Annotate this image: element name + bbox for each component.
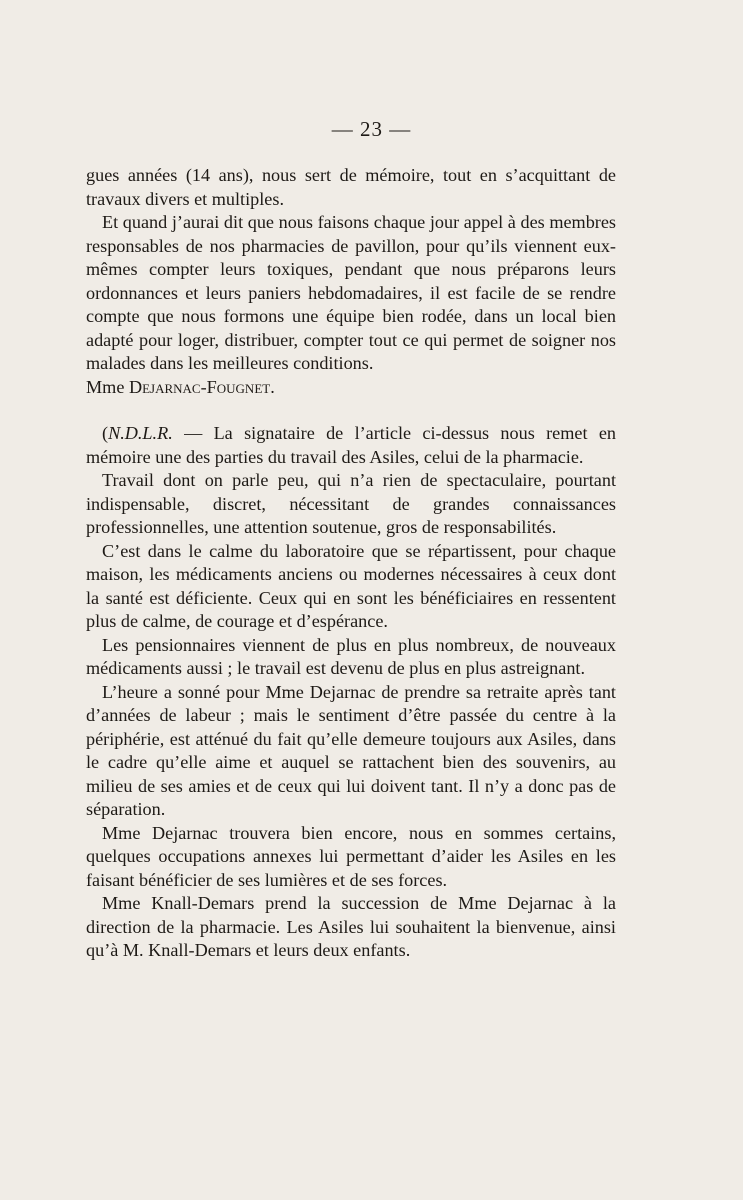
- signature: [86, 376, 616, 400]
- signature-title: Mme: [86, 376, 129, 397]
- note-paragraph-5: L’heure a sonné pour Mme Dejarnac de prendre sa retraite après tant d’années de labeur ; mais le sentiment d’être passée du centre à la périphérie, est atténué du fait qu’elle demeure toujours aux Asiles, dans le cadre qu’elle aime et auquel se rattachent bien des souvenirs, au milieu de ses amies et de ceux qui lui doivent tant. Il n’y a donc pas de séparation.: [86, 681, 616, 819]
- note-paragraph-4: Les pensionnaires viennent de plus en plus nombreux, de nouveaux médicaments aussi ; le travail est devenu de plus en plus astreignant.: [86, 634, 616, 678]
- note-paragraph-7: Mme Knall-Demars prend la succession de Mme Dejarnac à la direction de la pharmacie. Les Asiles lui souhaitent la bienvenue, ainsi qu’à M. Knall-Demars et leurs deux enfants.: [86, 893, 616, 960]
- section-spacer: [86, 399, 616, 422]
- note-paragraph-2: Travail dont on parle peu, qui n’a rien de spectaculaire, pourtant indispensable, discret, nécessitant de grandes connaissances professionnelles, une attention soutenue, gros de responsabilités.: [86, 470, 616, 537]
- note-paragraph-1-text: — La signataire de l’article ci-dessus nous remet en mémoire une des parties du travail des Asiles, celui de la pharmacie.: [86, 423, 616, 467]
- article-paragraph-1: gues années (14 ans), nous sert de mémoire, tout en s’acquittant de travaux divers et multiples.: [86, 165, 616, 209]
- note-paragraph-3: C’est dans le calme du laboratoire que se répartissent, pour chaque maison, les médicaments anciens ou modernes nécessaires à ceux dont la santé est déficiente. Ceux qui en sont les bénéficiaires en ressentent plus de calme, de courage et d’espérance.: [86, 540, 616, 631]
- note-paragraph-1: [86, 422, 616, 469]
- signature-name: Dejarnac-Fougnet.: [128, 376, 275, 397]
- article-paragraph-2: Et quand j’aurai dit que nous faisons chaque jour appel à des membres responsables de nos pharmacies de pavillon, pour qu’ils viennent eux-mêmes compter leurs toxiques, pendant que nous préparons leurs ordonnances et leurs paniers hebdomadaires, il est facile de se rendre compte que nous formons une équipe bien rodée, dans un local bien adapté pour loger, distribuer, compter tout ce qui permet de soigner nos malades dans les meilleures conditions.: [86, 212, 616, 373]
- note-paragraph-6: Mme Dejarnac trouvera bien encore, nous en sommes certains, quelques occupations annexes lui permettant d’aider les Asiles en les faisant bénéficier de ses lumières et de ses forces.: [86, 822, 616, 890]
- body-text: [86, 164, 616, 963]
- note-abbrev: N.D.L.R.: [108, 423, 173, 443]
- note-open-paren: (: [102, 423, 109, 443]
- page-number: — 23 —: [331, 117, 412, 141]
